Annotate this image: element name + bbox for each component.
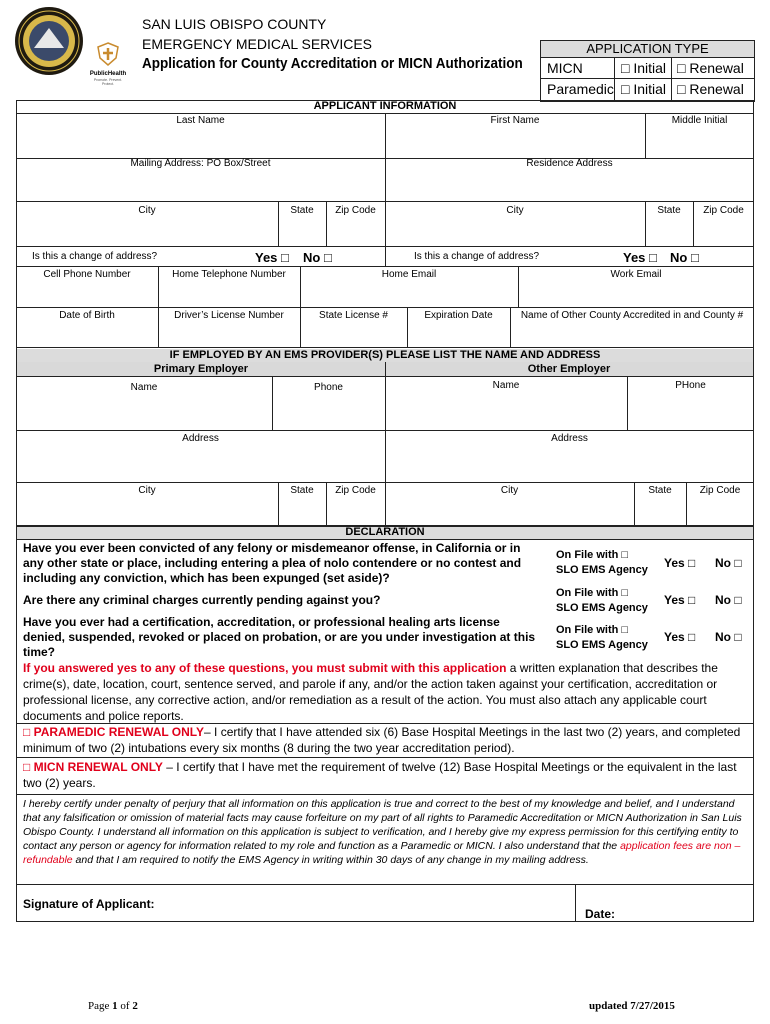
explanation-paragraph: If you answered yes to any of these questions, you must submit with this application a written explanation that describes the crime(s), date, location, court, sentence served, and parole if any, and/or the action taken against your certification, accreditation or professional license, any corrective action, and/or remediation as a result of the action. You must also attach any applicable court documents and police reports. — [23, 661, 718, 723]
home-telephone-label: Home Telephone Number — [172, 269, 286, 280]
drivers-license-label: Driver’s License Number — [174, 310, 284, 321]
q3-yes[interactable]: Yes □ — [664, 630, 696, 644]
first-name-label: First Name — [490, 115, 540, 126]
q1-on-file[interactable]: On File with □ SLO EMS Agency — [556, 549, 648, 576]
other-state-label: State — [648, 485, 672, 496]
last-name-label: Last Name — [176, 115, 225, 126]
page-number: Page 1 of 2 — [88, 1000, 138, 1012]
residence-change-no[interactable]: No □ — [670, 250, 699, 265]
other-phone-label: PHone — [675, 380, 706, 391]
residence-change-yes[interactable]: Yes □ — [623, 250, 657, 265]
q1-yes[interactable]: Yes □ — [664, 556, 696, 570]
other-employer-label: Other Employer — [527, 363, 611, 375]
work-email-label: Work Email — [610, 269, 662, 280]
certification-statement: I hereby certify under penalty of perjury that all information on this application is true and correct to the best of my knowledge and belief, and I understand that any falsification or omission of material facts may cause forfeiture on my part of all rights to Paramedic Accreditation or MICN Authorization in San Luis Obispo County. I understand all information on this application is subject to verification, and I hereby give my express permission for this certifying entity to contact any person or agency for information related to my role and function as a Paramedic or MICN. I also understand that the application fees are non – refundable and that I am required to notify the EMS Agency in writing within 30 days of any change in my mailing address. — [23, 798, 742, 866]
primary-name-label: Name — [130, 382, 158, 393]
page-title: Application for County Accreditation or MICN Authorization — [142, 55, 523, 72]
state-label: State — [290, 205, 314, 216]
application-type-heading: APPLICATION TYPE — [541, 41, 754, 58]
mailing-address-label: Mailing Address: PO Box/Street — [130, 158, 271, 169]
q2-on-file[interactable]: On File with □ SLO EMS Agency — [556, 587, 648, 614]
question-convicted: Have you ever been convicted of any felony or misdemeanor offense, in California or in any other state or place, including entering a plea of nolo contendere or no contest and including any conviction, which has been expunged (set aside)? — [23, 541, 522, 585]
question-pending-charges: Are there any criminal charges currently pending against you? — [23, 593, 381, 607]
other-zip-label: Zip Code — [699, 485, 741, 496]
question-license-action: Have you ever had a certification, accreditation, or professional healing arts license denied, suspended, revoked or placed on probation, or are you under investigation at this time? — [23, 615, 536, 659]
cell-phone-label: Cell Phone Number — [43, 269, 131, 280]
header-line-1: SAN LUIS OBISPO COUNTY — [142, 16, 327, 32]
micn-renewal-checkbox[interactable]: □ Renewal — [677, 60, 744, 76]
date-label[interactable]: Date: — [585, 907, 616, 921]
date-of-birth-label: Date of Birth — [59, 310, 115, 321]
updated-date: updated 7/27/2015 — [589, 1000, 675, 1012]
micn-initial-checkbox[interactable]: □ Initial — [621, 60, 667, 76]
q3-no[interactable]: No □ — [715, 630, 742, 644]
mailing-change-question: Is this a change of address? — [32, 251, 158, 262]
state-license-label: State License # — [319, 310, 388, 321]
expiration-date-label: Expiration Date — [424, 310, 493, 321]
paramedic-renewal-paragraph[interactable]: □ PARAMEDIC RENEWAL ONLY– I certify that I have attended six (6) Base Hospital Meetings in the last two (2) years, and completed minimum of two (2) intubations every six months (8 during the two year accreditation period). — [23, 725, 741, 755]
residence-city-label: City — [506, 205, 524, 216]
public-health-tagline: Promote. Prevent. Protect. — [93, 78, 123, 86]
primary-address-label: Address — [182, 433, 219, 444]
home-email-label: Home Email — [381, 269, 437, 280]
micn-label: MICN — [547, 60, 583, 76]
residence-change-question: Is this a change of address? — [414, 251, 540, 262]
shield-icon — [96, 42, 120, 66]
residence-address-label: Residence Address — [526, 158, 613, 169]
primary-state-label: State — [290, 485, 314, 496]
application-type-box — [540, 40, 755, 102]
public-health-logo — [88, 42, 128, 84]
other-name-label: Name — [492, 380, 520, 391]
residence-state-label: State — [657, 205, 681, 216]
primary-employer-label: Primary Employer — [153, 363, 249, 375]
declaration-heading: DECLARATION — [16, 526, 754, 539]
paramedic-label: Paramedic — [547, 81, 614, 97]
q1-no[interactable]: No □ — [715, 556, 742, 570]
zip-label: Zip Code — [335, 205, 376, 216]
q3-on-file[interactable]: On File with □ SLO EMS Agency — [556, 624, 648, 651]
paramedic-renewal-checkbox[interactable]: □ Renewal — [677, 81, 744, 97]
mailing-change-yes[interactable]: Yes □ — [255, 250, 289, 265]
residence-zip-label: Zip Code — [703, 205, 744, 216]
mailing-change-no[interactable]: No □ — [303, 250, 332, 265]
middle-initial-label: Middle Initial — [671, 115, 728, 126]
public-health-name: PublicHealth — [89, 71, 127, 77]
employer-heading: IF EMPLOYED BY AN EMS PROVIDER(S) PLEASE LIST THE NAME AND ADDRESS — [17, 349, 753, 362]
primary-city-label: City — [138, 485, 156, 496]
primary-zip-label: Zip Code — [335, 485, 376, 496]
signature-label[interactable]: Signature of Applicant: — [23, 897, 155, 911]
q2-no[interactable]: No □ — [715, 593, 742, 607]
other-city-label: City — [500, 485, 519, 496]
q2-yes[interactable]: Yes □ — [664, 593, 696, 607]
paramedic-initial-checkbox[interactable]: □ Initial — [621, 81, 667, 97]
county-seal — [14, 6, 84, 76]
other-address-label: Address — [551, 433, 588, 444]
primary-phone-label: Phone — [314, 382, 343, 393]
applicant-info-heading: APPLICANT INFORMATION — [313, 100, 457, 112]
header-line-2: EMERGENCY MEDICAL SERVICES — [142, 36, 373, 52]
city-label: City — [138, 205, 156, 216]
micn-renewal-paragraph[interactable]: □ MICN RENEWAL ONLY – I certify that I have met the requirement of twelve (12) Base Hospital Meetings or the equivalent in the last two (2) years. — [23, 760, 737, 790]
other-county-label: Name of Other County Accredited in and County # — [520, 310, 744, 321]
